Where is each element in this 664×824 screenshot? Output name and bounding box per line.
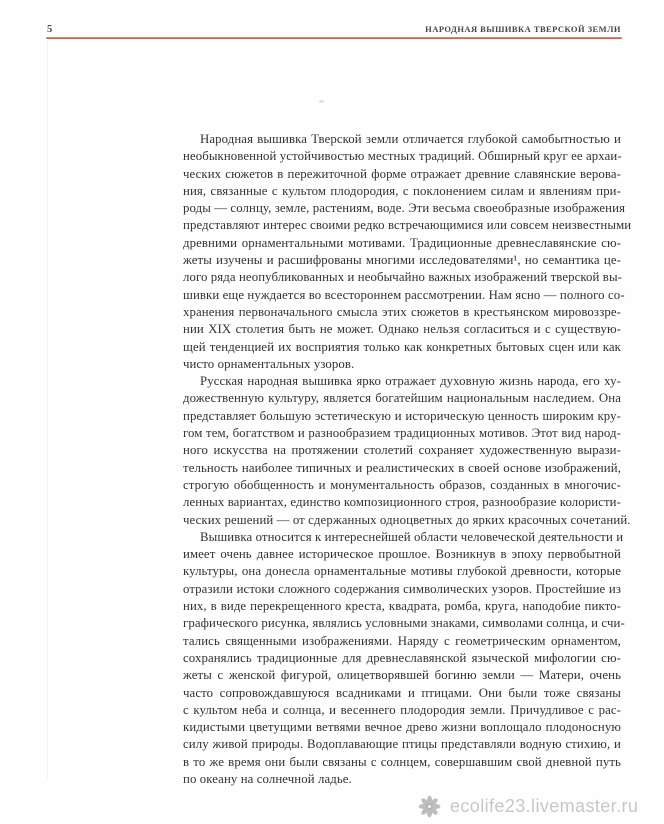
text-line: имеет очень давнее историческое прошлое. Возникнув в эпоху первобытной [183,547,621,562]
text-line: Народная вышивка Тверской земли отличается глубокой самобытностью и [200,132,621,146]
text-line: древними орнаментальными мотивами. Традиционные древнеславянские сю- [183,235,621,250]
text-line: отразили истоки сложного содержания символических узоров. Простейшие из [183,581,621,596]
text-line: дожественную культуру, является богатейшим национальным наследием. Она [183,391,621,406]
text-line: жеты изучены и расшифрованы многими исследователями¹, но семантика це- [183,253,621,268]
text-line: ния, связанные с культом плодородия, с поклонением силам и явлениям при- [183,183,621,198]
text-line: роды — солнцу, земле, растениям, воде. Эти весьма своеобразные изображения [183,201,626,216]
text-line: часто сопровождавшуюся всадниками и птицами. Они были тоже связаны [183,685,621,700]
text-line: тельность наиболее типичных и реалистических в своей основе изображений, [183,460,621,475]
scan-speck [319,100,324,103]
text-line: щей тенденцией их восприятия только как конкретных бытовых сцен или как [183,339,621,354]
text-line: с культом неба и солнца, и весеннего плодородия земли. Причудливое с рас- [183,702,621,717]
text-line: тались священными изображениями. Наряду с геометрическим орнаментом, [183,633,621,648]
text-line: строгую обобщенность и монументальность образов, созданных в многочис- [183,477,621,492]
text-line: Русская народная вышивка ярко отражает духовную жизнь народа, его ху- [200,374,621,389]
text-line: ного искусства на протяжении столетий сохраняет художественную вырази- [183,443,621,458]
text-line: ленных вариантах, единство композиционного строя, разнообразие колористи- [183,495,621,510]
scan-page-edge [47,40,48,778]
watermark-text: ecolife23.livemaster.ru [450,796,639,816]
text-line: представляют интерес своими редко встречающимися или совсем неизвестными [183,218,632,233]
text-line: шивки еще нуждается во всестороннем рассмотрении. Нам ясно — полного со- [183,287,625,302]
body-text [183,131,632,788]
header-rule [46,37,622,39]
text-line: нии XIX столетия быть не может. Однако нельзя согласиться и с существую- [183,322,621,337]
text-line: силу живой природы. Водоплавающие птицы представляли водную стихию, и [183,737,621,752]
text-line: Вышивка относится к интереснейшей области человеческой деятельности и [200,529,624,544]
text-line: лого ряда неопубликованных и необычайно важных изображений тверской вы- [183,270,623,285]
watermark [418,793,638,820]
text-line: них, в виде перекрещенного креста, квадрата, ромба, круга, наподобие пикто- [183,599,621,614]
text-line: в то же время они были связаны с солнцем, совершавшим свой дневной путь [183,754,621,769]
text-line: кидистыми цветущими ветвями вечное древо жизни воплощало плодоносную [183,720,621,735]
text-line: сохранялись традиционные для древнеславянской языческой мифологии сю- [183,650,621,665]
text-line: представляет большую эстетическую и историческую ценность широким кру- [183,408,621,423]
text-line: ческих сюжетов в пережиточной форме отражает древние славянские верова- [183,166,621,181]
text-line: по океану на солнечной ладье. [183,771,352,786]
text-line: необыкновенной устойчивостью местных традиций. Обширный круг ее архаи- [183,149,622,164]
text-line: хранения первоначального смысла этих сюжетов в крестьянском мировоззре- [183,304,621,319]
page-header [47,24,621,35]
text-line: жеты с женской фигурой, олицетворявшей богиню земли — Матери, очень [183,668,621,683]
flower-icon [418,795,441,818]
text-line: ческих решений — от сдержанных одноцветных до ярких красочных сочетаний. [183,512,631,527]
text-line: культуры, она донесла орнаментальные мотивы глубокой древности, которые [183,564,621,579]
page-number: 5 [47,24,53,35]
text-line: гом тем, богатством и разнообразием традиционных мотивов. Этот вид народ- [183,426,621,441]
text-line: графического рисунка, являлись условными знаками, символами солнца, и счи- [183,616,625,631]
running-title: НАРОДНАЯ ВЫШИВКА ТВЕРСКОЙ ЗЕМЛИ [425,24,621,34]
text-line: чисто орнаментальных узоров. [183,356,355,371]
